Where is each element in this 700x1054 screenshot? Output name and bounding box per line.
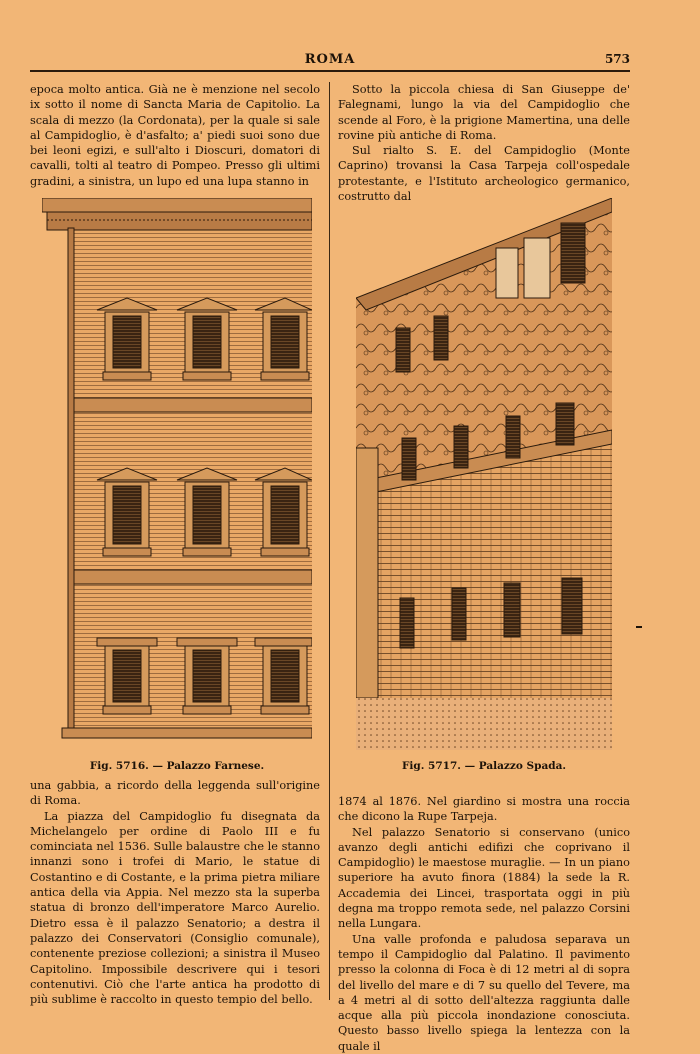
paragraph: una gabbia, a ricordo della leggenda sull'origine di Roma. (30, 779, 320, 808)
running-header (30, 52, 630, 72)
column-top-right (338, 82, 630, 204)
palazzo-spada-engraving (356, 198, 612, 750)
figure-caption-5716: Fig. 5716. — Palazzo Farnese. (89, 760, 265, 772)
paragraph: Una valle profonda e paludosa separava un tempo il Campidoglio dal Palatino. Il pavimento presso la colonna di Foca è di 12 metri al di sopra del livello del mare e di 7 su quello del Tevere, ma a 4 metri al di sotto dell'altezza raggiunta dalle acque alla più piccola inondazione conosciuta. Questo basso livello spiega la lentezza con la quale il (338, 932, 630, 1053)
figure-palazzo-farnese (42, 198, 312, 748)
column-bottom-left (30, 778, 320, 1007)
paragraph: Nel palazzo Senatorio si conservano (unico avanzo degli antichi edifizi che coprivano il Campidoglio) le maestose muraglie. — In un piano superiore ha avuto finora (1884) la sede la R. Accademia dei Lincei, trasportata oggi in più degna ma troppo remota sede, nel palazzo Corsini nella Lungara. (338, 825, 630, 931)
paragraph: epoca molto antica. Già ne è menzione nel secolo ix sotto il nome di Sancta Maria de Capitolio. La scala di mezzo (la Cordonata), per la quale si sale al Campidoglio, è d'asfalto; a' piedi suoi sono due bei leoni egizi, e sull'alto i Dioscuri, domatori di cavalli, tolti al teatro di Pompeo. Presso gli ultimi gradini, a sinistra, un lupo ed una lupa stanno in (30, 83, 320, 188)
paragraph: 1874 al 1876. Nel giardino si mostra una roccia che dicono la Rupe Tarpeja. (338, 795, 630, 824)
page-number: 573 (604, 52, 630, 66)
column-bottom-right (338, 794, 630, 1054)
palazzo-farnese-engraving (42, 198, 312, 748)
paragraph: Sul rialto S. E. del Campidoglio (Monte Caprino) trovansi la Casa Tarpeja coll'ospedale protestante, e l'Istituto archeologico germanico, costrutto dal (338, 144, 630, 204)
header-rule (30, 70, 630, 72)
figure-palazzo-spada (356, 198, 612, 750)
paragraph: La piazza del Campidoglio fu disegnata da Michelangelo per ordine di Paolo III e fu cominciata nel 1536. Sulle balaustre che le stanno innanzi sono i trofei di Mario, le statue di Costantino e di Costante, e la prima pietra miliare antica della via Appia. Nel mezzo sta la superba statua di bronzo dell'imperatore Marco Aurelio. Dietro essa è il palazzo Senatorio; a destra il palazzo dei Conservatori (Consiglio comunale), contenente preziose collezioni; a sinistra il Museo Capitolino. Impossibile descrivere qui i tesori contenutivi. Ciò che l'arte antica ha prodotto di più sublime è raccolto in questo tempio del bello. (30, 809, 320, 1007)
column-divider (329, 82, 330, 1000)
header-title: ROMA (304, 52, 356, 67)
column-top-left (30, 82, 320, 189)
paragraph: Sotto la piccola chiesa di San Giuseppe de' Falegnami, lungo la via del Campidoglio che scende al Foro, è la prigione Mamertina, una delle rovine più antiche di Roma. (338, 83, 630, 142)
margin-mark (636, 626, 642, 628)
figure-caption-5717: Fig. 5717. — Palazzo Spada. (401, 760, 567, 772)
